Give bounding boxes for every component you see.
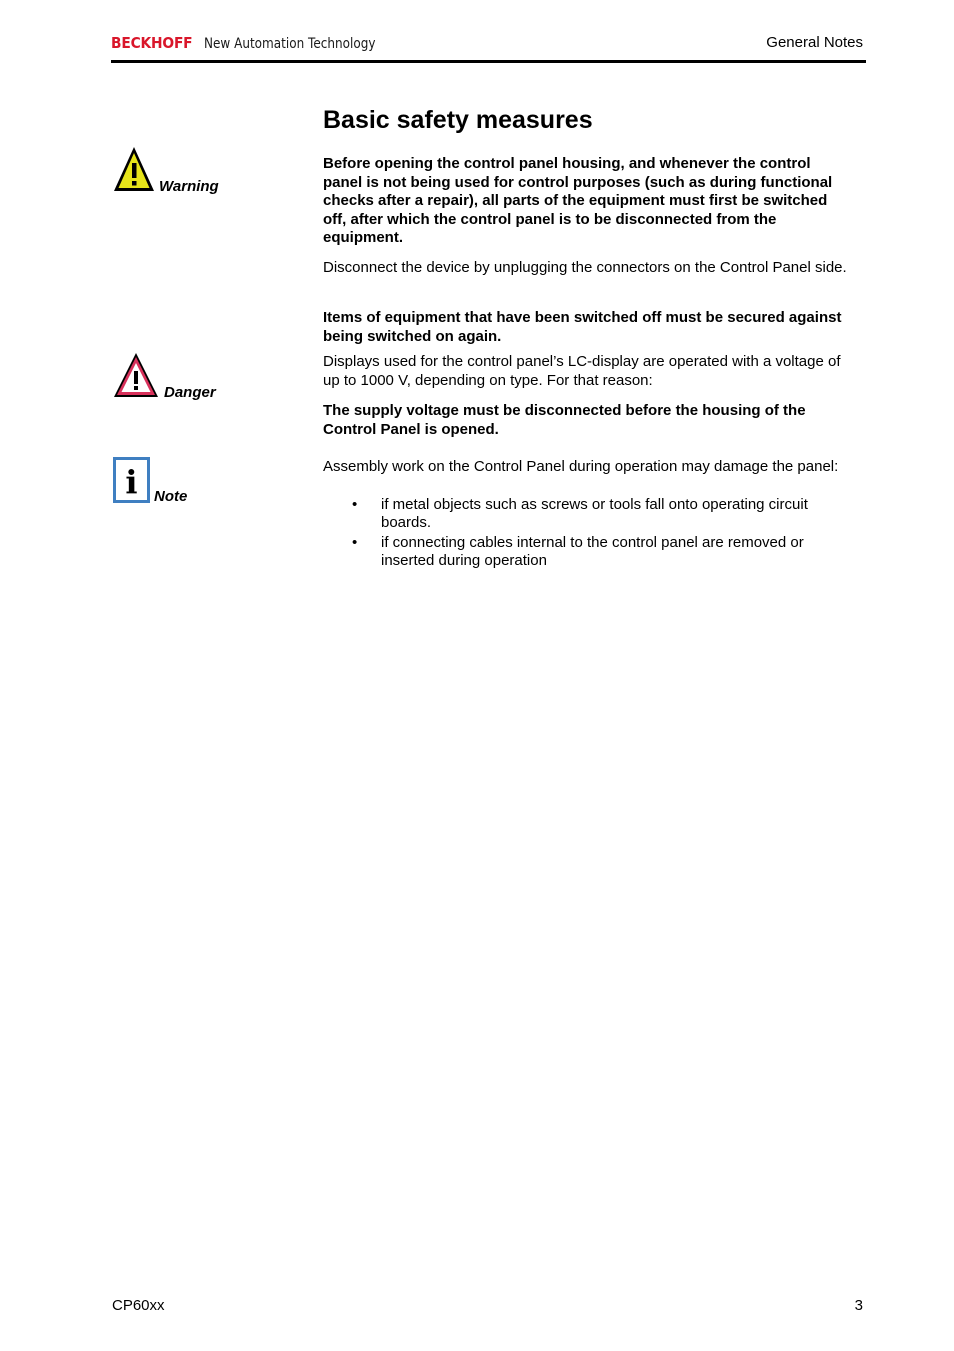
- brand-logo: BECKHOFF: [111, 34, 193, 52]
- danger-description: Displays used for the control panel’s LC-display are operated with a voltage of up to 1000 V, depending on type. For that reason:: [323, 353, 841, 389]
- note-label: Note: [154, 488, 188, 505]
- list-item: [323, 534, 853, 570]
- page-title: Basic safety measures: [323, 106, 593, 134]
- bullet-text: if connecting cables internal to the control panel are removed or inserted during operation: [381, 534, 804, 569]
- bullet-icon: •: [352, 496, 358, 513]
- footer-page-number: 3: [854, 1297, 863, 1314]
- note-icon: [112, 456, 152, 509]
- danger-icon: [112, 351, 160, 404]
- bullet-text: if metal objects such as screws or tools fall onto operating circuit boards.: [381, 496, 808, 531]
- secured-instructions: Items of equipment that have been switched off must be secured against being switched on again.: [323, 309, 842, 345]
- header-rule: [111, 60, 866, 63]
- list-item: [323, 496, 853, 532]
- warning-instructions: Before opening the control panel housing, and whenever the control panel is not being used for control purposes (such as during functional checks after a repair), all parts of the equipment must first be switched off, after which the control panel is to be disconnected from the equipment.: [323, 155, 833, 246]
- bullet-icon: •: [352, 534, 358, 551]
- danger-label: Danger: [164, 384, 216, 401]
- footer-document-name: CP60xx: [112, 1297, 165, 1314]
- warning-icon: [112, 145, 156, 198]
- warning-label: Warning: [159, 178, 219, 195]
- note-intro: Assembly work on the Control Panel during operation may damage the panel:: [323, 458, 839, 475]
- header-section-title: General Notes: [766, 34, 863, 51]
- danger-instructions: The supply voltage must be disconnected before the housing of the Control Panel is opened.: [323, 402, 806, 438]
- note-bullet-list: [323, 496, 853, 572]
- brand-tagline: New Automation Technology: [203, 36, 376, 52]
- disconnect-instructions: Disconnect the device by unplugging the connectors on the Control Panel side.: [323, 259, 847, 276]
- svg-text:i: i: [125, 463, 138, 501]
- brand-logo-block: [111, 34, 403, 53]
